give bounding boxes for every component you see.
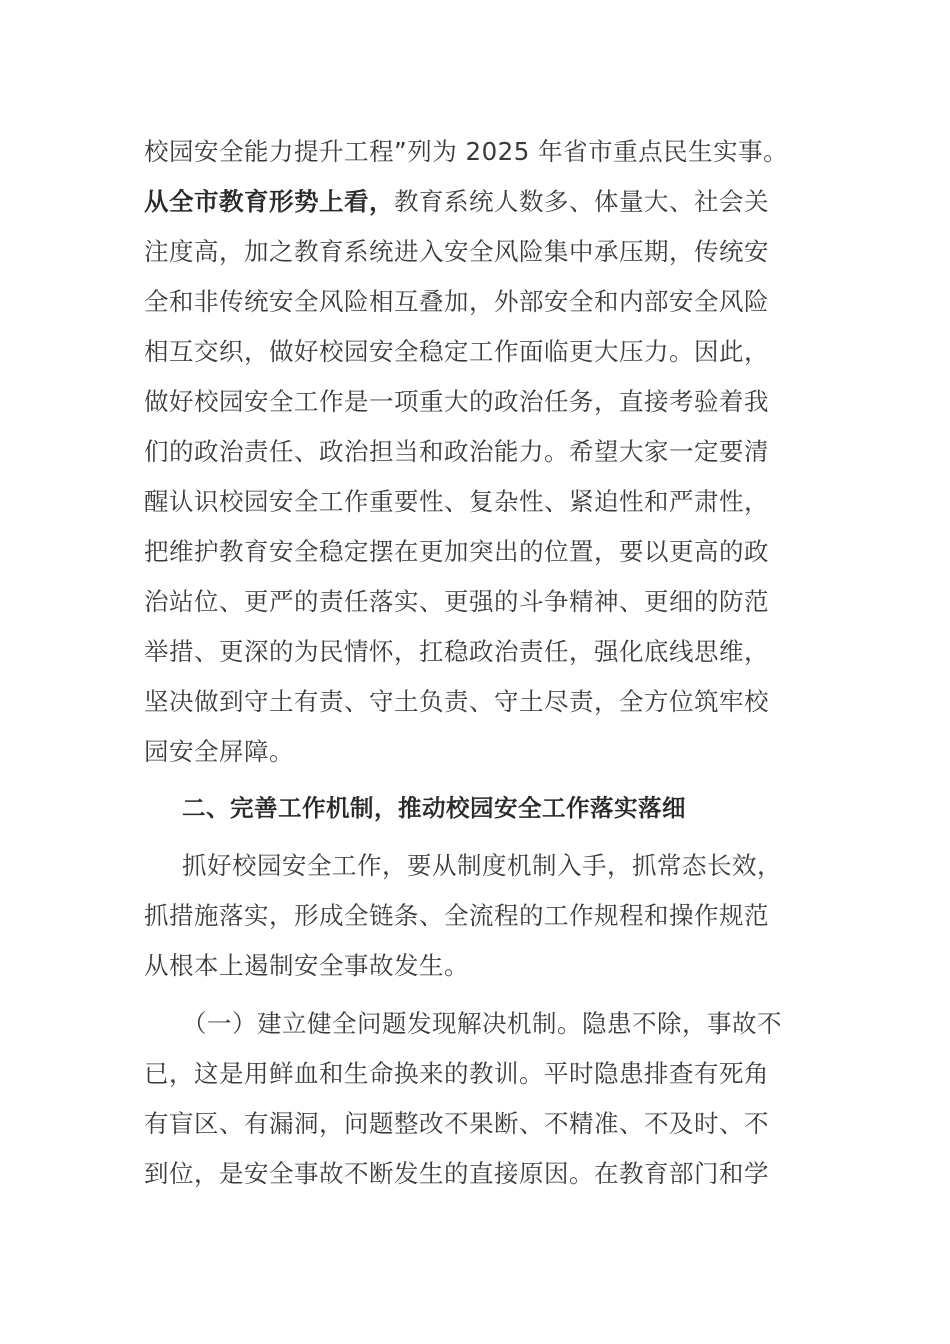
paragraph-1-line-7: 们的政治责任、政治担当和政治能力。希望大家一定要清 bbox=[144, 437, 769, 466]
paragraph-1-line-4: 全和非传统安全风险相互叠加，外部安全和内部安全风险 bbox=[144, 287, 769, 316]
paragraph-2-line-1: 抓好校园安全工作，要从制度机制入手，抓常态长效， bbox=[182, 851, 782, 880]
paragraph-3-line-4: 到位，是安全事故不断发生的直接原因。在教育部门和学 bbox=[144, 1159, 769, 1188]
paragraph-1-line-2-rest: 教育系统人数多、体量大、社会关 bbox=[394, 187, 769, 216]
paragraph-1-line-13: 园安全屏障。 bbox=[144, 737, 294, 766]
paragraph-1-line-5: 相互交织，做好校园安全稳定工作面临更大压力。因此， bbox=[144, 337, 769, 366]
paragraph-1-line-11: 举措、更深的为民情怀，扛稳政治责任，强化底线思维， bbox=[144, 637, 769, 666]
paragraph-1-line-6: 做好校园安全工作是一项重大的政治任务，直接考验着我 bbox=[144, 387, 769, 416]
paragraph-1-line-10: 治站位、更严的责任落实、更强的斗争精神、更细的防范 bbox=[144, 587, 769, 616]
paragraph-1-line-2 bbox=[144, 177, 814, 227]
section-heading: 二、完善工作机制，推动校园安全工作落实落细 bbox=[182, 794, 686, 822]
emphasis-phrase: 从全市教育形势上看， bbox=[144, 187, 394, 216]
paragraph-1-line-9: 把维护教育安全稳定摆在更加突出的位置，要以更高的政 bbox=[144, 537, 769, 566]
paragraph-3-line-3: 有盲区、有漏洞，问题整改不果断、不精准、不及时、不 bbox=[144, 1109, 769, 1138]
paragraph-1-line-8: 醒认识校园安全工作重要性、复杂性、紧迫性和严肃性， bbox=[144, 487, 769, 516]
paragraph-2-line-2: 抓措施落实，形成全链条、全流程的工作规程和操作规范 bbox=[144, 901, 769, 930]
paragraph-1-line-12: 坚决做到守土有责、守土负责、守土尽责，全方位筑牢校 bbox=[144, 687, 769, 716]
paragraph-3-line-2: 已，这是用鲜血和生命换来的教训。平时隐患排查有死角 bbox=[144, 1059, 769, 1088]
paragraph-1-line-3: 注度高，加之教育系统进入安全风险集中承压期，传统安 bbox=[144, 237, 769, 266]
paragraph-2-line-3: 从根本上遏制安全事故发生。 bbox=[144, 951, 469, 980]
paragraph-1-line-1: 校园安全能力提升工程”列为 2025 年省市重点民生实事。 bbox=[144, 137, 789, 166]
paragraph-3-line-1: （一）建立健全问题发现解决机制。隐患不除，事故不 bbox=[182, 1009, 782, 1038]
